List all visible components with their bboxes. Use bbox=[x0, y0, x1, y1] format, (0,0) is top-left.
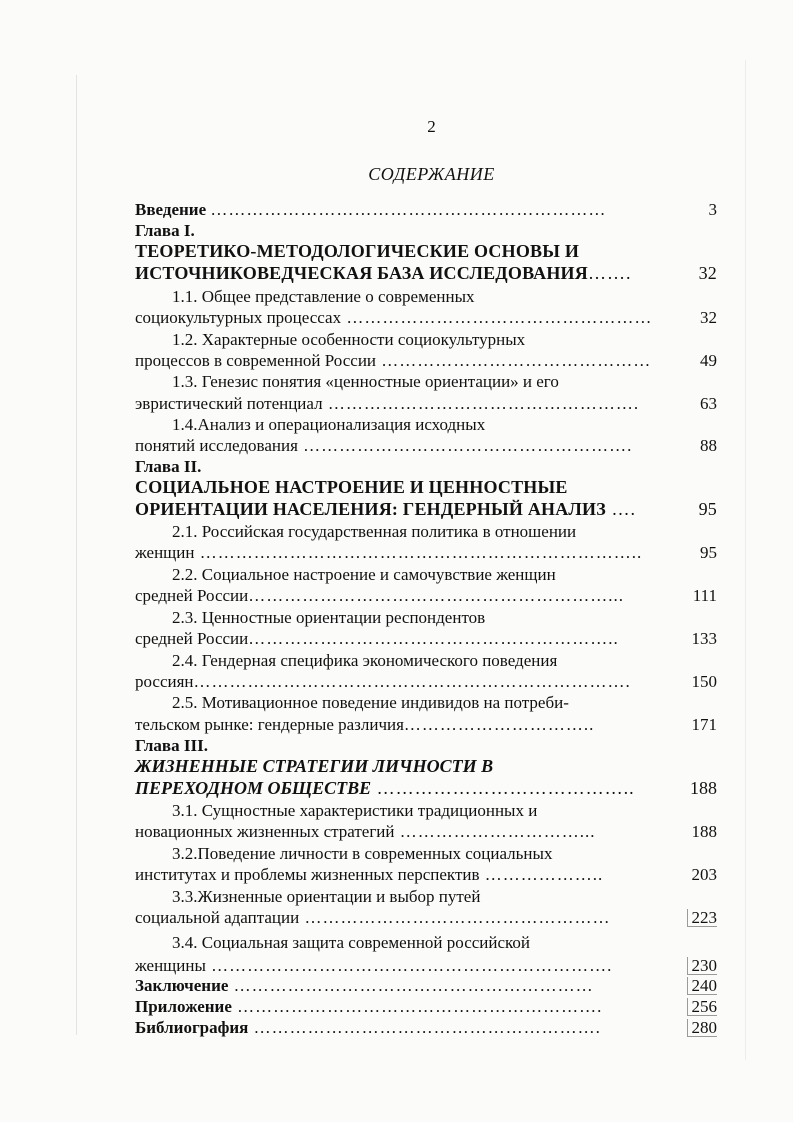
toc-entry-page: 203 bbox=[691, 865, 717, 884]
section-3-4-line2[interactable]: женщины …………………………………………………………. 230 bbox=[135, 956, 717, 975]
section-3-3-line1[interactable]: 3.3.Жизненные ориентации и выбор путей bbox=[172, 887, 481, 906]
dot-leader: …. bbox=[605, 499, 636, 519]
toc-entry-page: 280 bbox=[657, 1017, 717, 1038]
dot-leader: ……………………………………… bbox=[376, 351, 652, 370]
section-2-5-line1[interactable]: 2.5. Мотивационное поведение индивидов на потреби- bbox=[172, 693, 569, 712]
toc-entry-page: 188 bbox=[691, 822, 717, 841]
dot-leader: …………………………………………… bbox=[341, 308, 653, 327]
dot-leader: …………………………………………………….. bbox=[248, 629, 619, 648]
toc-entry-page: 88 bbox=[700, 436, 717, 455]
scan-edge-left bbox=[76, 75, 77, 1035]
section-1-4-line2[interactable]: понятий исследования ………………………………………………. 88 bbox=[135, 436, 717, 455]
section-2-1-line2[interactable]: женщин ……………………………………………………………….. 95 bbox=[135, 543, 717, 562]
toc-title: СОДЕРЖАНИЕ bbox=[368, 164, 495, 184]
dot-leader: ………………………………………………. bbox=[297, 436, 633, 455]
chapter-3-title-line1[interactable]: ЖИЗНЕННЫЕ СТРАТЕГИИ ЛИЧНОСТИ В bbox=[135, 756, 494, 776]
scan-edge-right bbox=[745, 60, 746, 1060]
section-2-4-line2[interactable]: россиян………………………………………………………………. 150 bbox=[135, 672, 717, 691]
dot-leader: …………………………... bbox=[394, 822, 596, 841]
chapter-title-text: ПЕРЕХОДНОМ ОБЩЕСТВЕ bbox=[135, 778, 372, 798]
toc-entry-bibliography[interactable] bbox=[135, 1017, 717, 1038]
toc-entry-page: 240 bbox=[657, 975, 717, 996]
toc-entry-page: 230 bbox=[657, 955, 717, 976]
dot-leader: ………………………………….. bbox=[371, 778, 635, 798]
toc-entry-page: 3 bbox=[708, 200, 717, 219]
section-2-5-line2[interactable]: тельском рынке: гендерные различия………………………….. 171 bbox=[135, 715, 717, 734]
chapter-3-heading[interactable]: Глава III. bbox=[135, 736, 208, 755]
toc-entry-appendix[interactable] bbox=[135, 996, 717, 1017]
chapter-3-title-line2[interactable] bbox=[135, 778, 717, 799]
toc-entry-page: 32 bbox=[700, 308, 717, 327]
section-2-4-line1[interactable]: 2.4. Гендерная специфика экономического поведения bbox=[172, 651, 558, 670]
chapter-2-title-line2[interactable] bbox=[135, 499, 717, 520]
section-2-2-line1[interactable]: 2.2. Социальное настроение и самочувствие женщин bbox=[172, 565, 556, 584]
toc-entry-page: 223 bbox=[657, 907, 717, 928]
section-1-4-line1[interactable]: 1.4.Анализ и операционализация исходных bbox=[172, 415, 486, 434]
dot-leader: ……………………………………………………………….. bbox=[194, 543, 643, 562]
section-3-3-line2[interactable]: социальной адаптации …………………………………………… 223 bbox=[135, 908, 717, 927]
dot-leader: ……. bbox=[587, 263, 632, 283]
chapter-2-title-line1[interactable]: СОЦИАЛЬНОЕ НАСТРОЕНИЕ И ЦЕННОСТНЫЕ bbox=[135, 477, 568, 497]
section-3-2-line1[interactable]: 3.2.Поведение личности в современных социальных bbox=[172, 844, 553, 863]
toc-entry-label: Заключение bbox=[135, 976, 229, 995]
dot-leader: …………………………………………………. bbox=[248, 1018, 601, 1037]
toc-entry-page: 188 bbox=[690, 778, 717, 798]
section-2-1-line1[interactable]: 2.1. Российская государственная политика в отношении bbox=[172, 522, 577, 541]
section-1-2-line1[interactable]: 1.2. Характерные особенности социокультурных bbox=[172, 330, 526, 349]
section-3-1-line1[interactable]: 3.1. Сущностные характеристики традиционных и bbox=[172, 801, 538, 820]
toc-entry-page: 133 bbox=[691, 629, 717, 648]
toc-entry-page: 171 bbox=[691, 715, 717, 734]
toc-entry-page: 111 bbox=[692, 586, 717, 605]
dot-leader: …………………………………………… bbox=[299, 908, 611, 927]
page-number: 2 bbox=[427, 117, 436, 136]
toc-entry-page: 95 bbox=[698, 499, 717, 519]
toc-entry-conclusion[interactable] bbox=[135, 975, 717, 996]
toc-entry-page: 256 bbox=[657, 996, 717, 1017]
toc-entry-label: Библиография bbox=[135, 1018, 249, 1037]
chapter-1-heading[interactable]: Глава I. bbox=[135, 221, 195, 240]
chapter-1-title-line2[interactable] bbox=[135, 263, 717, 284]
toc-entry-label: Приложение bbox=[135, 997, 232, 1016]
dot-leader: ……………………………………………. bbox=[322, 394, 640, 413]
section-1-3-line1[interactable]: 1.3. Генезис понятия «ценностные ориентации» и его bbox=[172, 372, 559, 391]
section-1-1-line2[interactable]: социокультурных процессах …………………………………………… 32 bbox=[135, 308, 717, 327]
dot-leader: ………………………….. bbox=[403, 715, 595, 734]
toc-entry-page: 150 bbox=[691, 672, 717, 691]
dot-leader: …………………………………………………… bbox=[228, 976, 594, 995]
dot-leader: ……………………………………………………. bbox=[231, 997, 603, 1016]
dot-leader: ……………………………………………………... bbox=[248, 586, 624, 605]
section-1-2-line2[interactable]: процессов в современной России ……………………………………… 49 bbox=[135, 351, 717, 370]
section-3-2-line2[interactable]: институтах и проблемы жизненных перспектив ……………….. 203 bbox=[135, 865, 717, 884]
toc-entry-page: 49 bbox=[700, 351, 717, 370]
section-2-3-line1[interactable]: 2.3. Ценностные ориентации респондентов bbox=[172, 608, 486, 627]
section-1-3-line2[interactable]: эвристический потенциал ……………………………………………. 63 bbox=[135, 394, 717, 413]
chapter-2-heading[interactable]: Глава II. bbox=[135, 457, 202, 476]
toc-entry-page: 32 bbox=[698, 263, 717, 283]
section-2-3-line2[interactable]: средней России…………………………………………………….. 133 bbox=[135, 629, 717, 648]
section-1-1-line1[interactable]: 1.1. Общее представление о современных bbox=[172, 287, 475, 306]
toc-entry-label: Введение bbox=[135, 200, 207, 219]
section-2-2-line2[interactable]: средней России……………………………………………………... 111 bbox=[135, 586, 717, 605]
chapter-1-title-line1[interactable]: ТЕОРЕТИКО-МЕТОДОЛОГИЧЕСКИЕ ОСНОВЫ И bbox=[135, 241, 580, 261]
dot-leader: ………………………………………………………… bbox=[210, 200, 607, 219]
dot-leader: …………………………………………………………. bbox=[205, 956, 613, 975]
section-3-4-line1[interactable]: 3.4. Социальная защита современной российской bbox=[172, 933, 531, 952]
dot-leader: ………………………………………………………………. bbox=[193, 672, 631, 691]
toc-entry-page: 95 bbox=[700, 543, 717, 562]
chapter-title-text: ИСТОЧНИКОВЕДЧЕСКАЯ БАЗА ИССЛЕДОВАНИЯ bbox=[135, 263, 588, 283]
toc-entry-page: 63 bbox=[700, 394, 717, 413]
toc-entry-intro[interactable] bbox=[135, 199, 717, 220]
chapter-title-text: ОРИЕНТАЦИИ НАСЕЛЕНИЯ: ГЕНДЕРНЫЙ АНАЛИЗ bbox=[135, 499, 606, 519]
dot-leader: ……………….. bbox=[479, 865, 604, 884]
section-3-1-line2[interactable]: новационных жизненных стратегий …………………………... 188 bbox=[135, 822, 717, 841]
